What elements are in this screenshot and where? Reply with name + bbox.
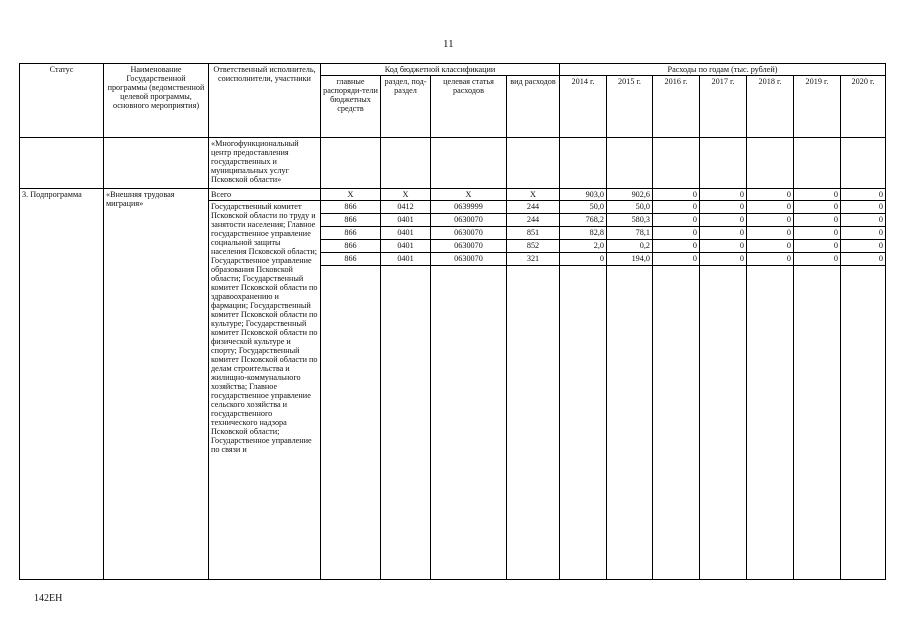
code-cell: 244 — [507, 214, 560, 227]
budget-table — [19, 63, 886, 580]
value-cell: 903,0 — [560, 189, 607, 201]
header-name: Наименование Государственной программы (ведомственной целевой программы, основного мероприятия) — [104, 64, 209, 138]
code-cell: 866 — [321, 214, 381, 227]
code-cell: 0401 — [381, 240, 431, 253]
value-cell: 0 — [747, 214, 794, 227]
empty-cell — [841, 266, 886, 580]
value-cell: 0 — [747, 253, 794, 266]
value-cell: 50,0 — [607, 201, 653, 214]
value-cell: 0 — [653, 240, 700, 253]
header-row-1 — [20, 64, 886, 76]
value-cell: 194,0 — [607, 253, 653, 266]
page-number: 11 — [443, 38, 454, 50]
header-target: целевая статья расходов — [431, 76, 507, 138]
empty-cell — [20, 138, 104, 189]
header-status: Статус — [20, 64, 104, 138]
empty-cell — [381, 266, 431, 580]
code-cell: Х — [321, 189, 381, 201]
code-cell: 0401 — [381, 214, 431, 227]
value-cell: 0 — [653, 253, 700, 266]
empty-cell — [794, 138, 841, 189]
code-cell: 321 — [507, 253, 560, 266]
empty-cell — [507, 138, 560, 189]
empty-cell — [653, 138, 700, 189]
empty-cell — [381, 138, 431, 189]
code-cell: 0630070 — [431, 227, 507, 240]
value-cell: 768,2 — [560, 214, 607, 227]
value-cell: 0 — [700, 189, 747, 201]
header-budget-code: Код бюджетной классификации — [321, 64, 560, 76]
value-cell: 580,3 — [607, 214, 653, 227]
code-cell: 866 — [321, 227, 381, 240]
value-cell: 82,8 — [560, 227, 607, 240]
value-cell: 0 — [560, 253, 607, 266]
value-cell: 0 — [841, 214, 886, 227]
value-cell: 78,1 — [607, 227, 653, 240]
subprogram-status: 3. Подпрограмма — [20, 189, 104, 580]
value-cell: 0 — [841, 189, 886, 201]
value-cell: 0 — [794, 201, 841, 214]
continuation-row — [20, 138, 886, 189]
header-vid: вид расходов — [507, 76, 560, 138]
value-cell: 0 — [747, 201, 794, 214]
empty-cell — [431, 266, 507, 580]
code-cell: 0630070 — [431, 240, 507, 253]
executors-list: Государственный комитет Псковской области по труду и занятости населения; Главное государственное управление социальной защиты населения Псковской области; Государственное управление образования Псковской области; Государственный комитет Псковской области по здравоохранению и фармации; Государственный комитет Псковской области по культуре; Государственный комитет Псковской области по физической культуре и спорту; Государственный комитет Псковской области по делам строительства и жилищно-коммунального хозяйства; Главное государственное управление сельского хозяйства и государственного технического надзора Псковской области; Государственное управление по связи и — [209, 201, 321, 580]
empty-cell — [321, 138, 381, 189]
empty-cell — [653, 266, 700, 580]
header-year: 2020 г. — [841, 76, 886, 138]
empty-cell — [321, 266, 381, 580]
value-cell: 50,0 — [560, 201, 607, 214]
value-cell: 0 — [794, 214, 841, 227]
value-cell: 0 — [700, 201, 747, 214]
value-cell: 0,2 — [607, 240, 653, 253]
code-cell: 0639999 — [431, 201, 507, 214]
empty-cell — [794, 266, 841, 580]
empty-cell — [431, 138, 507, 189]
empty-cell — [560, 266, 607, 580]
code-cell: 866 — [321, 240, 381, 253]
value-cell: 0 — [747, 240, 794, 253]
code-cell: 0412 — [381, 201, 431, 214]
header-year: 2014 г. — [560, 76, 607, 138]
empty-cell — [747, 138, 794, 189]
header-grbs: главные распоряди-тели бюджетных средств — [321, 76, 381, 138]
empty-cell — [560, 138, 607, 189]
value-cell: 0 — [794, 253, 841, 266]
code-cell: Х — [507, 189, 560, 201]
subprogram-name: «Внешняя трудовая миграция» — [104, 189, 209, 580]
header-year: 2019 г. — [794, 76, 841, 138]
empty-cell — [747, 266, 794, 580]
header-year: 2018 г. — [747, 76, 794, 138]
code-cell: 244 — [507, 201, 560, 214]
value-cell: 0 — [700, 253, 747, 266]
header-year: 2016 г. — [653, 76, 700, 138]
value-cell: 0 — [841, 227, 886, 240]
header-year: 2017 г. — [700, 76, 747, 138]
value-cell: 0 — [653, 214, 700, 227]
empty-cell — [700, 138, 747, 189]
value-cell: 0 — [794, 227, 841, 240]
empty-cell — [607, 266, 653, 580]
header-expenses: Расходы по годам (тыс. рублей) — [560, 64, 886, 76]
value-cell: 0 — [794, 240, 841, 253]
code-cell: 851 — [507, 227, 560, 240]
header-razdel: раздел, под-раздел — [381, 76, 431, 138]
header-executor: Ответственный исполнитель, соисполнители, участники — [209, 64, 321, 138]
value-cell: 0 — [747, 189, 794, 201]
value-cell: 0 — [747, 227, 794, 240]
value-cell: 0 — [700, 227, 747, 240]
code-cell: 866 — [321, 253, 381, 266]
value-cell: 0 — [841, 253, 886, 266]
value-cell: 0 — [653, 201, 700, 214]
empty-cell — [104, 138, 209, 189]
code-cell: 0401 — [381, 227, 431, 240]
code-cell: 0401 — [381, 253, 431, 266]
empty-cell — [700, 266, 747, 580]
empty-cell — [841, 138, 886, 189]
value-cell: 0 — [700, 240, 747, 253]
code-cell: 0630070 — [431, 214, 507, 227]
value-cell: 0 — [653, 227, 700, 240]
value-cell: 0 — [653, 189, 700, 201]
total-label: Всего — [209, 189, 321, 201]
continuation-executor: «Многофункциональный центр предоставления государственных и муниципальных услуг Псковской области» — [209, 138, 321, 189]
total-row — [20, 189, 886, 201]
footer-code: 142ЕН — [34, 593, 63, 604]
value-cell: 902,6 — [607, 189, 653, 201]
value-cell: 0 — [841, 240, 886, 253]
code-cell: 852 — [507, 240, 560, 253]
value-cell: 0 — [700, 214, 747, 227]
code-cell: Х — [381, 189, 431, 201]
value-cell: 0 — [794, 189, 841, 201]
code-cell: 866 — [321, 201, 381, 214]
empty-cell — [607, 138, 653, 189]
header-year: 2015 г. — [607, 76, 653, 138]
code-cell: 0630070 — [431, 253, 507, 266]
value-cell: 0 — [841, 201, 886, 214]
value-cell: 2,0 — [560, 240, 607, 253]
code-cell: Х — [431, 189, 507, 201]
empty-cell — [507, 266, 560, 580]
